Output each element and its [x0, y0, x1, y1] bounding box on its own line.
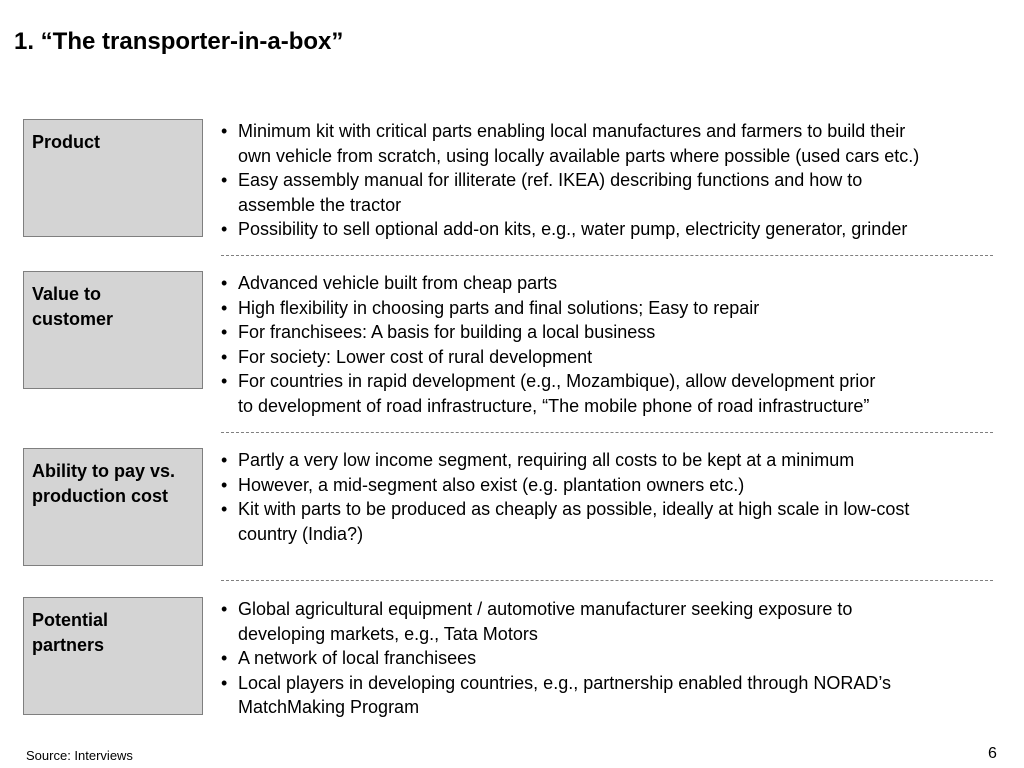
page-number: 6: [988, 745, 997, 762]
bullet-icon: •: [221, 450, 228, 470]
bullet-icon: •: [221, 322, 228, 342]
bullet-item: [221, 320, 1016, 345]
bullet-icon: •: [221, 474, 228, 495]
bullet-line: Local players in developing countries, e.g., partnership enabled through NORAD’s: [238, 672, 892, 693]
bullet-line: Advanced vehicle built from cheap parts: [238, 273, 558, 293]
bullet-line: Easy assembly manual for illiterate (ref. IKEA) describing functions and how to: [238, 170, 863, 190]
section-label-line: Ability to pay vs.: [32, 461, 176, 481]
source-note: Source: Interviews: [26, 748, 133, 763]
bullet-item: [221, 271, 1016, 296]
section-divider: [221, 432, 993, 433]
bullet-icon: •: [221, 672, 228, 693]
bullet-item: [221, 646, 1016, 671]
bullet-item: [221, 497, 1016, 546]
bullet-item: [221, 597, 1016, 646]
section-divider: [221, 580, 993, 581]
bullet-icon: •: [221, 273, 228, 293]
bullet-line: However, a mid-segment also exist (e.g. plantation owners etc.): [238, 474, 745, 495]
bullet-line: developing markets, e.g., Tata Motors: [238, 623, 538, 644]
section-label-box: [23, 448, 203, 566]
bullet-item: [221, 168, 1016, 217]
section-label-line: Value to: [32, 284, 102, 304]
bullet-line: assemble the tractor: [238, 194, 402, 215]
bullet-item: [221, 448, 1016, 473]
bullet-item: [221, 473, 1016, 498]
bullet-line: to development of road infrastructure, “The mobile phone of road infrastructure”: [238, 395, 870, 416]
bullet-item: [221, 217, 1016, 242]
bullet-icon: •: [221, 499, 228, 519]
bullet-line: For franchisees: A basis for building a local business: [238, 322, 656, 342]
section-label-line: partners: [32, 635, 105, 655]
bullet-line: country (India?): [238, 523, 364, 544]
bullet-item: [221, 119, 1016, 168]
bullet-item: [221, 345, 1016, 370]
bullet-icon: •: [221, 170, 228, 190]
bullet-line: own vehicle from scratch, using locally available parts where possible (used cars etc.): [238, 145, 920, 166]
section-label-line: Product: [32, 132, 101, 152]
bullet-line: For society: Lower cost of rural development: [238, 346, 593, 367]
bullet-list: [221, 597, 1016, 720]
bullet-icon: •: [221, 346, 228, 367]
bullet-line: Global agricultural equipment / automotive manufacturer seeking exposure to: [238, 599, 853, 619]
bullet-icon: •: [221, 371, 228, 391]
bullet-item: [221, 296, 1016, 321]
bullet-line: Possibility to sell optional add-on kits, e.g., water pump, electricity generator, grinder: [238, 219, 908, 239]
bullet-icon: •: [221, 297, 228, 318]
section-label: [32, 130, 194, 155]
section-label-line: production cost: [32, 486, 168, 506]
bullet-line: Partly a very low income segment, requiring all costs to be kept at a minimum: [238, 450, 855, 470]
section-divider: [221, 255, 993, 256]
bullet-list: [221, 448, 1016, 546]
section-label-line: Potential: [32, 610, 109, 630]
bullet-line: A network of local franchisees: [238, 648, 477, 668]
section-label-line: customer: [32, 309, 114, 329]
bullet-line: MatchMaking Program: [238, 697, 420, 717]
bullet-list: [221, 271, 1016, 418]
bullet-item: [221, 671, 1016, 720]
bullet-line: For countries in rapid development (e.g., Mozambique), allow development prior: [238, 371, 876, 391]
section-label-box: [23, 597, 203, 715]
section-label: [32, 608, 194, 658]
bullet-line: Kit with parts to be produced as cheaply as possible, ideally at high scale in low-cost: [238, 499, 910, 519]
bullet-icon: •: [221, 599, 228, 619]
section-label-box: [23, 119, 203, 237]
section-label: [32, 282, 194, 332]
bullet-icon: •: [221, 121, 228, 141]
bullet-icon: •: [221, 219, 228, 239]
bullet-line: High flexibility in choosing parts and final solutions; Easy to repair: [238, 297, 760, 318]
bullet-line: Minimum kit with critical parts enabling local manufactures and farmers to build their: [238, 121, 906, 141]
bullet-item: [221, 369, 1016, 418]
bullet-list: [221, 119, 1016, 242]
section-label: [32, 459, 194, 509]
page-title: 1. “The transporter-in-a-box”: [14, 28, 344, 55]
bullet-icon: •: [221, 648, 228, 668]
section-label-box: [23, 271, 203, 389]
